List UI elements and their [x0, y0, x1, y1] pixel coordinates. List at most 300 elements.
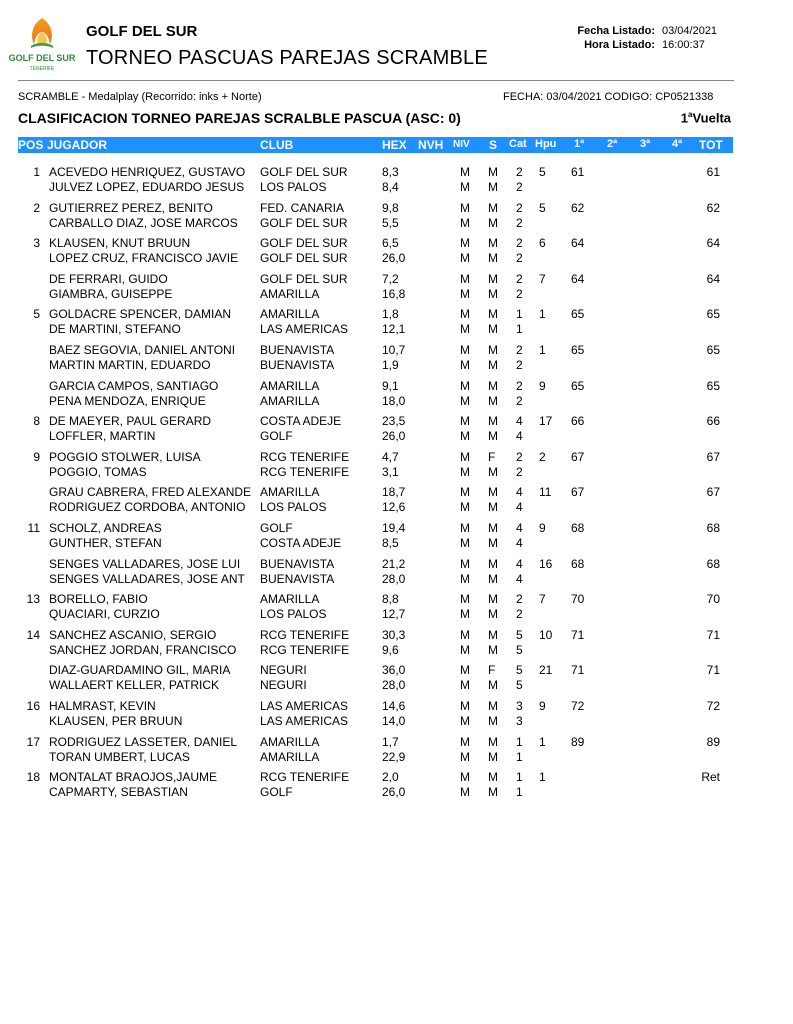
row-position: 18 [26, 770, 40, 785]
sex-cell: M [488, 627, 498, 642]
player-name: SENGES VALLADARES, JOSE LUI [49, 556, 241, 571]
handicap-exact: 5,5 [382, 215, 399, 230]
club-name-cell: GOLF DEL SUR [260, 215, 348, 230]
handicap-exact: 26,0 [382, 251, 406, 266]
handicap-exact: 1,7 [382, 734, 399, 749]
total-score: 67 [706, 449, 720, 464]
category-cell: 1 [516, 770, 523, 785]
round-1-score: 68 [571, 556, 585, 571]
player-name: MARTIN MARTIN, EDUARDO [49, 358, 211, 372]
playing-handicap: 5 [539, 200, 546, 215]
total-score: 65 [706, 378, 720, 393]
level-cell: M [460, 642, 470, 657]
total-score: 67 [706, 485, 720, 500]
col-tot: TOT [699, 138, 723, 152]
category-cell: 4 [516, 485, 523, 500]
handicap-exact: 1,8 [382, 307, 399, 322]
category-cell: 5 [516, 627, 523, 642]
level-cell: M [460, 429, 470, 444]
sex-cell: M [488, 485, 498, 500]
level-cell: M [460, 699, 470, 713]
header-divider [18, 80, 734, 81]
level-cell: M [460, 200, 470, 215]
club-name-cell: GOLF DEL SUR [260, 271, 348, 286]
club-name-cell: AMARILLA [260, 393, 320, 408]
col-round-4: 4ª [672, 138, 683, 150]
club-name-cell: AMARILLA [260, 378, 320, 393]
sex-cell: M [488, 429, 498, 444]
table-row [0, 379, 793, 412]
player-name: LOFFLER, MARTIN [49, 429, 156, 444]
round-1-score: 66 [571, 414, 585, 429]
playing-handicap: 7 [539, 592, 546, 607]
level-cell: M [460, 322, 470, 337]
col-round-3: 3ª [640, 138, 651, 150]
player-name: PENA MENDOZA, ENRIQUE [49, 393, 206, 408]
sex-cell: M [488, 358, 498, 372]
fecha-listado-label: Fecha Listado: [577, 25, 655, 37]
playing-handicap: 17 [539, 414, 553, 429]
handicap-exact: 14,6 [382, 699, 406, 713]
player-name: GOLDACRE SPENCER, DAMIAN [49, 307, 232, 322]
club-name-cell: AMARILLA [260, 286, 320, 301]
club-name-cell: GOLF [260, 521, 293, 535]
playing-handicap: 5 [539, 165, 546, 179]
handicap-exact: 26,0 [382, 785, 406, 800]
player-name: GRAU CABRERA, FRED ALEXANDE [49, 485, 252, 500]
player-name: SANCHEZ JORDAN, FRANCISCO [49, 642, 237, 657]
sex-cell: M [488, 322, 498, 337]
player-name: SENGES VALLADARES, JOSE ANT [49, 571, 245, 586]
table-row [0, 307, 793, 340]
sex-cell: M [488, 770, 498, 785]
svg-text:TENERIFE: TENERIFE [29, 66, 55, 72]
row-position: 13 [26, 592, 40, 607]
total-score: 65 [706, 343, 720, 357]
hora-listado-value: 16:00:37 [662, 39, 705, 51]
col-pos: POS [18, 138, 44, 152]
sex-cell: M [488, 699, 498, 713]
playing-handicap: 1 [539, 734, 546, 749]
club-name-cell: GOLF [260, 785, 293, 800]
player-name: DE MAEYER, PAUL GERARD [49, 414, 212, 429]
club-name-cell: LOS PALOS [260, 180, 327, 194]
round-1-score: 65 [571, 378, 585, 393]
player-name: ACEVEDO HENRIQUEZ, GUSTAVO [49, 165, 246, 179]
table-row [0, 236, 793, 269]
handicap-exact: 12,1 [382, 322, 406, 337]
player-name: DE MARTINI, STEFANO [49, 322, 181, 337]
handicap-exact: 18,7 [382, 485, 406, 500]
col-s: S [489, 138, 498, 152]
category-cell: 4 [516, 556, 523, 571]
total-score: Ret [701, 770, 720, 785]
sex-cell: M [488, 464, 498, 479]
round-1-score: 70 [571, 592, 585, 607]
sex-cell: F [488, 449, 496, 464]
club-name-cell: BUENAVISTA [260, 343, 335, 357]
handicap-exact: 26,0 [382, 429, 406, 444]
table-row [0, 770, 793, 803]
col-round-1: 1ª [574, 138, 585, 150]
total-score: 68 [706, 556, 720, 571]
playing-handicap: 7 [539, 271, 546, 286]
handicap-exact: 8,4 [382, 180, 399, 194]
club-name-cell: LAS AMERICAS [260, 322, 349, 337]
total-score: 71 [706, 663, 720, 678]
player-name: DE FERRARI, GUIDO [49, 271, 168, 286]
handicap-exact: 7,2 [382, 271, 399, 286]
category-cell: 4 [516, 521, 523, 535]
club-name-cell: GOLF DEL SUR [260, 251, 348, 266]
level-cell: M [460, 343, 470, 357]
handicap-exact: 12,7 [382, 607, 406, 622]
handicap-exact: 3,1 [382, 464, 399, 479]
sex-cell: M [488, 785, 498, 800]
club-name-cell: LOS PALOS [260, 607, 327, 622]
level-cell: M [460, 607, 470, 622]
category-cell: 2 [516, 464, 523, 479]
level-cell: M [460, 500, 470, 515]
category-cell: 1 [516, 307, 523, 322]
club-name-cell: GOLF DEL SUR [260, 236, 348, 251]
round-1-score: 72 [571, 699, 585, 713]
handicap-exact: 16,8 [382, 286, 406, 301]
total-score: 89 [706, 734, 720, 749]
handicap-exact: 9,1 [382, 378, 399, 393]
row-position: 8 [33, 414, 40, 429]
player-name: CARBALLO DIAZ, JOSE MARCOS [49, 215, 238, 230]
club-name-cell: BUENAVISTA [260, 571, 335, 586]
club-name-cell: LAS AMERICAS [260, 699, 349, 713]
category-cell: 4 [516, 536, 523, 550]
category-cell: 5 [516, 663, 523, 678]
category-cell: 1 [516, 785, 523, 800]
player-name: GIAMBRA, GUISEPPE [49, 286, 173, 301]
sex-cell: M [488, 236, 498, 251]
category-cell: 1 [516, 749, 523, 764]
category-cell: 4 [516, 500, 523, 515]
club-name-cell: GOLF DEL SUR [260, 165, 348, 179]
classification-title: CLASIFICACION TORNEO PAREJAS SCRALBLE PASCUA (ASC: 0) [18, 110, 461, 126]
table-row [0, 414, 793, 447]
club-name-cell: COSTA ADEJE [260, 414, 342, 429]
col-hpu: Hpu [535, 138, 557, 150]
total-score: 71 [706, 627, 720, 642]
total-score: 66 [706, 414, 720, 429]
playing-handicap: 16 [539, 556, 553, 571]
total-score: 70 [706, 592, 720, 607]
sex-cell: F [488, 663, 496, 678]
handicap-exact: 9,8 [382, 200, 399, 215]
level-cell: M [460, 165, 470, 179]
category-cell: 2 [516, 215, 523, 230]
club-name-cell: RCG TENERIFE [260, 627, 350, 642]
round-label: 1$^a$Vuelta [680, 110, 731, 126]
hora-listado-label: Hora Listado: [584, 39, 655, 51]
svg-text:GOLF DEL SUR: GOLF DEL SUR [8, 53, 76, 63]
level-cell: M [460, 449, 470, 464]
handicap-exact: 36,0 [382, 663, 406, 678]
handicap-exact: 21,2 [382, 556, 406, 571]
playing-handicap: 9 [539, 378, 546, 393]
player-name: BAEZ SEGOVIA, DANIEL ANTONI [49, 343, 236, 357]
club-name-cell: LOS PALOS [260, 500, 327, 515]
fecha-listado-value: 03/04/2021 [662, 25, 718, 37]
sex-cell: M [488, 307, 498, 322]
column-header-bar [18, 137, 733, 153]
row-position: 16 [26, 699, 40, 713]
category-cell: 1 [516, 734, 523, 749]
playing-handicap: 1 [539, 307, 546, 322]
total-score: 65 [706, 307, 720, 322]
event-title: TORNEO PASCUAS PAREJAS SCRAMBLE [86, 47, 488, 69]
round-1-score: 64 [571, 236, 585, 251]
row-position: 1 [33, 165, 40, 179]
category-cell: 4 [516, 571, 523, 586]
player-name: BORELLO, FABIO [49, 592, 148, 607]
category-cell: 2 [516, 286, 523, 301]
playing-handicap: 10 [539, 627, 553, 642]
level-cell: M [460, 521, 470, 535]
sex-cell: M [488, 200, 498, 215]
handicap-exact: 12,6 [382, 500, 406, 515]
player-name: POGGIO STOLWER, LUISA [49, 449, 201, 464]
playing-handicap: 2 [539, 449, 546, 464]
table-row [0, 272, 793, 305]
level-cell: M [460, 358, 470, 372]
handicap-exact: 6,5 [382, 236, 399, 251]
level-cell: M [460, 592, 470, 607]
row-position: 5 [33, 307, 40, 322]
player-name: POGGIO, TOMAS [49, 464, 147, 479]
player-name: QUACIARI, CURZIO [49, 607, 160, 622]
club-name-cell: RCG TENERIFE [260, 449, 350, 464]
table-row [0, 521, 793, 554]
row-position: 3 [33, 236, 40, 251]
club-name-cell: LAS AMERICAS [260, 714, 349, 728]
handicap-exact: 10,7 [382, 343, 406, 357]
sex-cell: M [488, 286, 498, 301]
table-row [0, 735, 793, 768]
player-name: DIAZ-GUARDAMINO GIL, MARIA [49, 663, 231, 678]
club-name-cell: BUENAVISTA [260, 556, 335, 571]
level-cell: M [460, 678, 470, 693]
total-score: 64 [706, 271, 720, 286]
round-1-score: 71 [571, 663, 585, 678]
club-name: GOLF DEL SUR [86, 23, 198, 40]
level-cell: M [460, 556, 470, 571]
sex-cell: M [488, 215, 498, 230]
club-name-cell: AMARILLA [260, 485, 320, 500]
level-cell: M [460, 215, 470, 230]
category-cell: 2 [516, 165, 523, 179]
table-row [0, 592, 793, 625]
player-name: KLAUSEN, PER BRUUN [49, 714, 183, 728]
round-1-score: 62 [571, 200, 585, 215]
col-hex: HEX [382, 138, 407, 152]
category-cell: 2 [516, 271, 523, 286]
table-row [0, 485, 793, 518]
club-name-cell: AMARILLA [260, 734, 320, 749]
sex-cell: M [488, 536, 498, 550]
club-name-cell: NEGURI [260, 663, 307, 678]
sex-cell: M [488, 393, 498, 408]
club-name-cell: COSTA ADEJE [260, 536, 342, 550]
player-name: JULVEZ LOPEZ, EDUARDO JESUS [49, 180, 245, 194]
level-cell: M [460, 464, 470, 479]
playing-handicap: 21 [539, 663, 553, 678]
table-row [0, 343, 793, 376]
sex-cell: M [488, 343, 498, 357]
col-nvh: NVH [418, 138, 444, 152]
sex-cell: M [488, 378, 498, 393]
total-score: 68 [706, 521, 720, 535]
category-cell: 2 [516, 236, 523, 251]
level-cell: M [460, 714, 470, 728]
handicap-exact: 2,0 [382, 770, 399, 785]
handicap-exact: 9,6 [382, 642, 399, 657]
club-name-cell: AMARILLA [260, 592, 320, 607]
sex-cell: M [488, 571, 498, 586]
round-1-score: 65 [571, 343, 585, 357]
category-cell: 2 [516, 251, 523, 266]
club-name-cell: FED. CANARIA [260, 200, 345, 215]
round-1-score: 71 [571, 627, 585, 642]
handicap-exact: 8,8 [382, 592, 399, 607]
table-row [0, 699, 793, 732]
club-name-cell: RCG TENERIFE [260, 770, 350, 785]
category-cell: 2 [516, 592, 523, 607]
playing-handicap: 11 [539, 485, 552, 500]
category-cell: 2 [516, 393, 523, 408]
player-name: WALLAERT KELLER, PATRICK [49, 678, 220, 693]
total-score: 61 [706, 165, 720, 179]
category-cell: 4 [516, 429, 523, 444]
level-cell: M [460, 734, 470, 749]
level-cell: M [460, 571, 470, 586]
level-cell: M [460, 749, 470, 764]
club-name-cell: NEGURI [260, 678, 307, 693]
category-cell: 5 [516, 642, 523, 657]
sex-cell: M [488, 271, 498, 286]
level-cell: M [460, 271, 470, 286]
handicap-exact: 14,0 [382, 714, 406, 728]
level-cell: M [460, 485, 470, 500]
sex-cell: M [488, 500, 498, 515]
row-position: 9 [33, 449, 40, 464]
sex-cell: M [488, 678, 498, 693]
category-cell: 2 [516, 200, 523, 215]
round-1-score: 89 [571, 734, 585, 749]
col-jugador: JUGADOR [47, 138, 108, 152]
category-cell: 2 [516, 358, 523, 372]
row-position: 11 [27, 521, 40, 535]
category-cell: 2 [516, 343, 523, 357]
date-code-info: FECHA: 03/04/2021 CODIGO: CP0521338 [503, 91, 714, 103]
player-name: HALMRAST, KEVIN [49, 699, 156, 713]
category-cell: 4 [516, 414, 523, 429]
player-name: TORAN UMBERT, LUCAS [49, 749, 190, 764]
category-cell: 1 [516, 322, 523, 337]
player-name: CAPMARTY, SEBASTIAN [49, 785, 188, 800]
player-name: GARCIA CAMPOS, SANTIAGO [49, 378, 219, 393]
sex-cell: M [488, 180, 498, 194]
sex-cell: M [488, 642, 498, 657]
row-position: 14 [26, 627, 40, 642]
handicap-exact: 4,7 [382, 449, 399, 464]
club-name-cell: GOLF [260, 429, 293, 444]
handicap-exact: 28,0 [382, 571, 406, 586]
club-name-cell: RCG TENERIFE [260, 642, 350, 657]
level-cell: M [460, 627, 470, 642]
player-name: RODRIGUEZ CORDOBA, ANTONIO [49, 500, 246, 515]
sex-cell: M [488, 714, 498, 728]
col-round-2: 2ª [607, 138, 618, 150]
handicap-exact: 8,5 [382, 536, 399, 550]
round-1-score: 61 [571, 165, 585, 179]
table-row [0, 201, 793, 234]
club-name-cell: AMARILLA [260, 307, 320, 322]
level-cell: M [460, 536, 470, 550]
playing-handicap: 9 [539, 521, 546, 535]
category-cell: 5 [516, 678, 523, 693]
sex-cell: M [488, 592, 498, 607]
handicap-exact: 1,9 [382, 358, 399, 372]
playing-handicap: 9 [539, 699, 546, 713]
player-name: RODRIGUEZ LASSETER, DANIEL [49, 734, 238, 749]
round-1-score: 68 [571, 521, 585, 535]
handicap-exact: 19,4 [382, 521, 406, 535]
level-cell: M [460, 393, 470, 408]
table-row [0, 663, 793, 696]
level-cell: M [460, 307, 470, 322]
player-name: SCHOLZ, ANDREAS [49, 521, 162, 535]
player-name: MONTALAT BRAOJOS,JAUME [49, 770, 218, 785]
category-cell: 2 [516, 180, 523, 194]
level-cell: M [460, 770, 470, 785]
row-position: 2 [33, 200, 40, 215]
level-cell: M [460, 236, 470, 251]
sex-cell: M [488, 521, 498, 535]
total-score: 62 [706, 200, 720, 215]
level-cell: M [460, 414, 470, 429]
sex-cell: M [488, 749, 498, 764]
category-cell: 2 [516, 607, 523, 622]
category-cell: 2 [516, 378, 523, 393]
sex-cell: M [488, 414, 498, 429]
player-name: GUNTHER, STEFAN [49, 536, 162, 550]
row-position: 17 [26, 734, 40, 749]
sex-cell: M [488, 165, 498, 179]
player-name: LOPEZ CRUZ, FRANCISCO JAVIE [49, 251, 239, 266]
round-1-score: 64 [571, 271, 585, 286]
club-name-cell: BUENAVISTA [260, 358, 335, 372]
golf-del-sur-logo [8, 14, 76, 74]
round-1-score: 67 [571, 449, 585, 464]
sex-cell: M [488, 607, 498, 622]
playing-handicap: 1 [539, 343, 546, 357]
format-info: SCRAMBLE - Medalplay (Recorrido: inks + Norte) [18, 91, 262, 103]
sex-cell: M [488, 251, 498, 266]
table-row [0, 557, 793, 590]
level-cell: M [460, 180, 470, 194]
handicap-exact: 28,0 [382, 678, 406, 693]
club-name-cell: AMARILLA [260, 749, 320, 764]
table-row [0, 165, 793, 198]
round-1-score: 67 [571, 485, 585, 500]
category-cell: 3 [516, 714, 523, 728]
